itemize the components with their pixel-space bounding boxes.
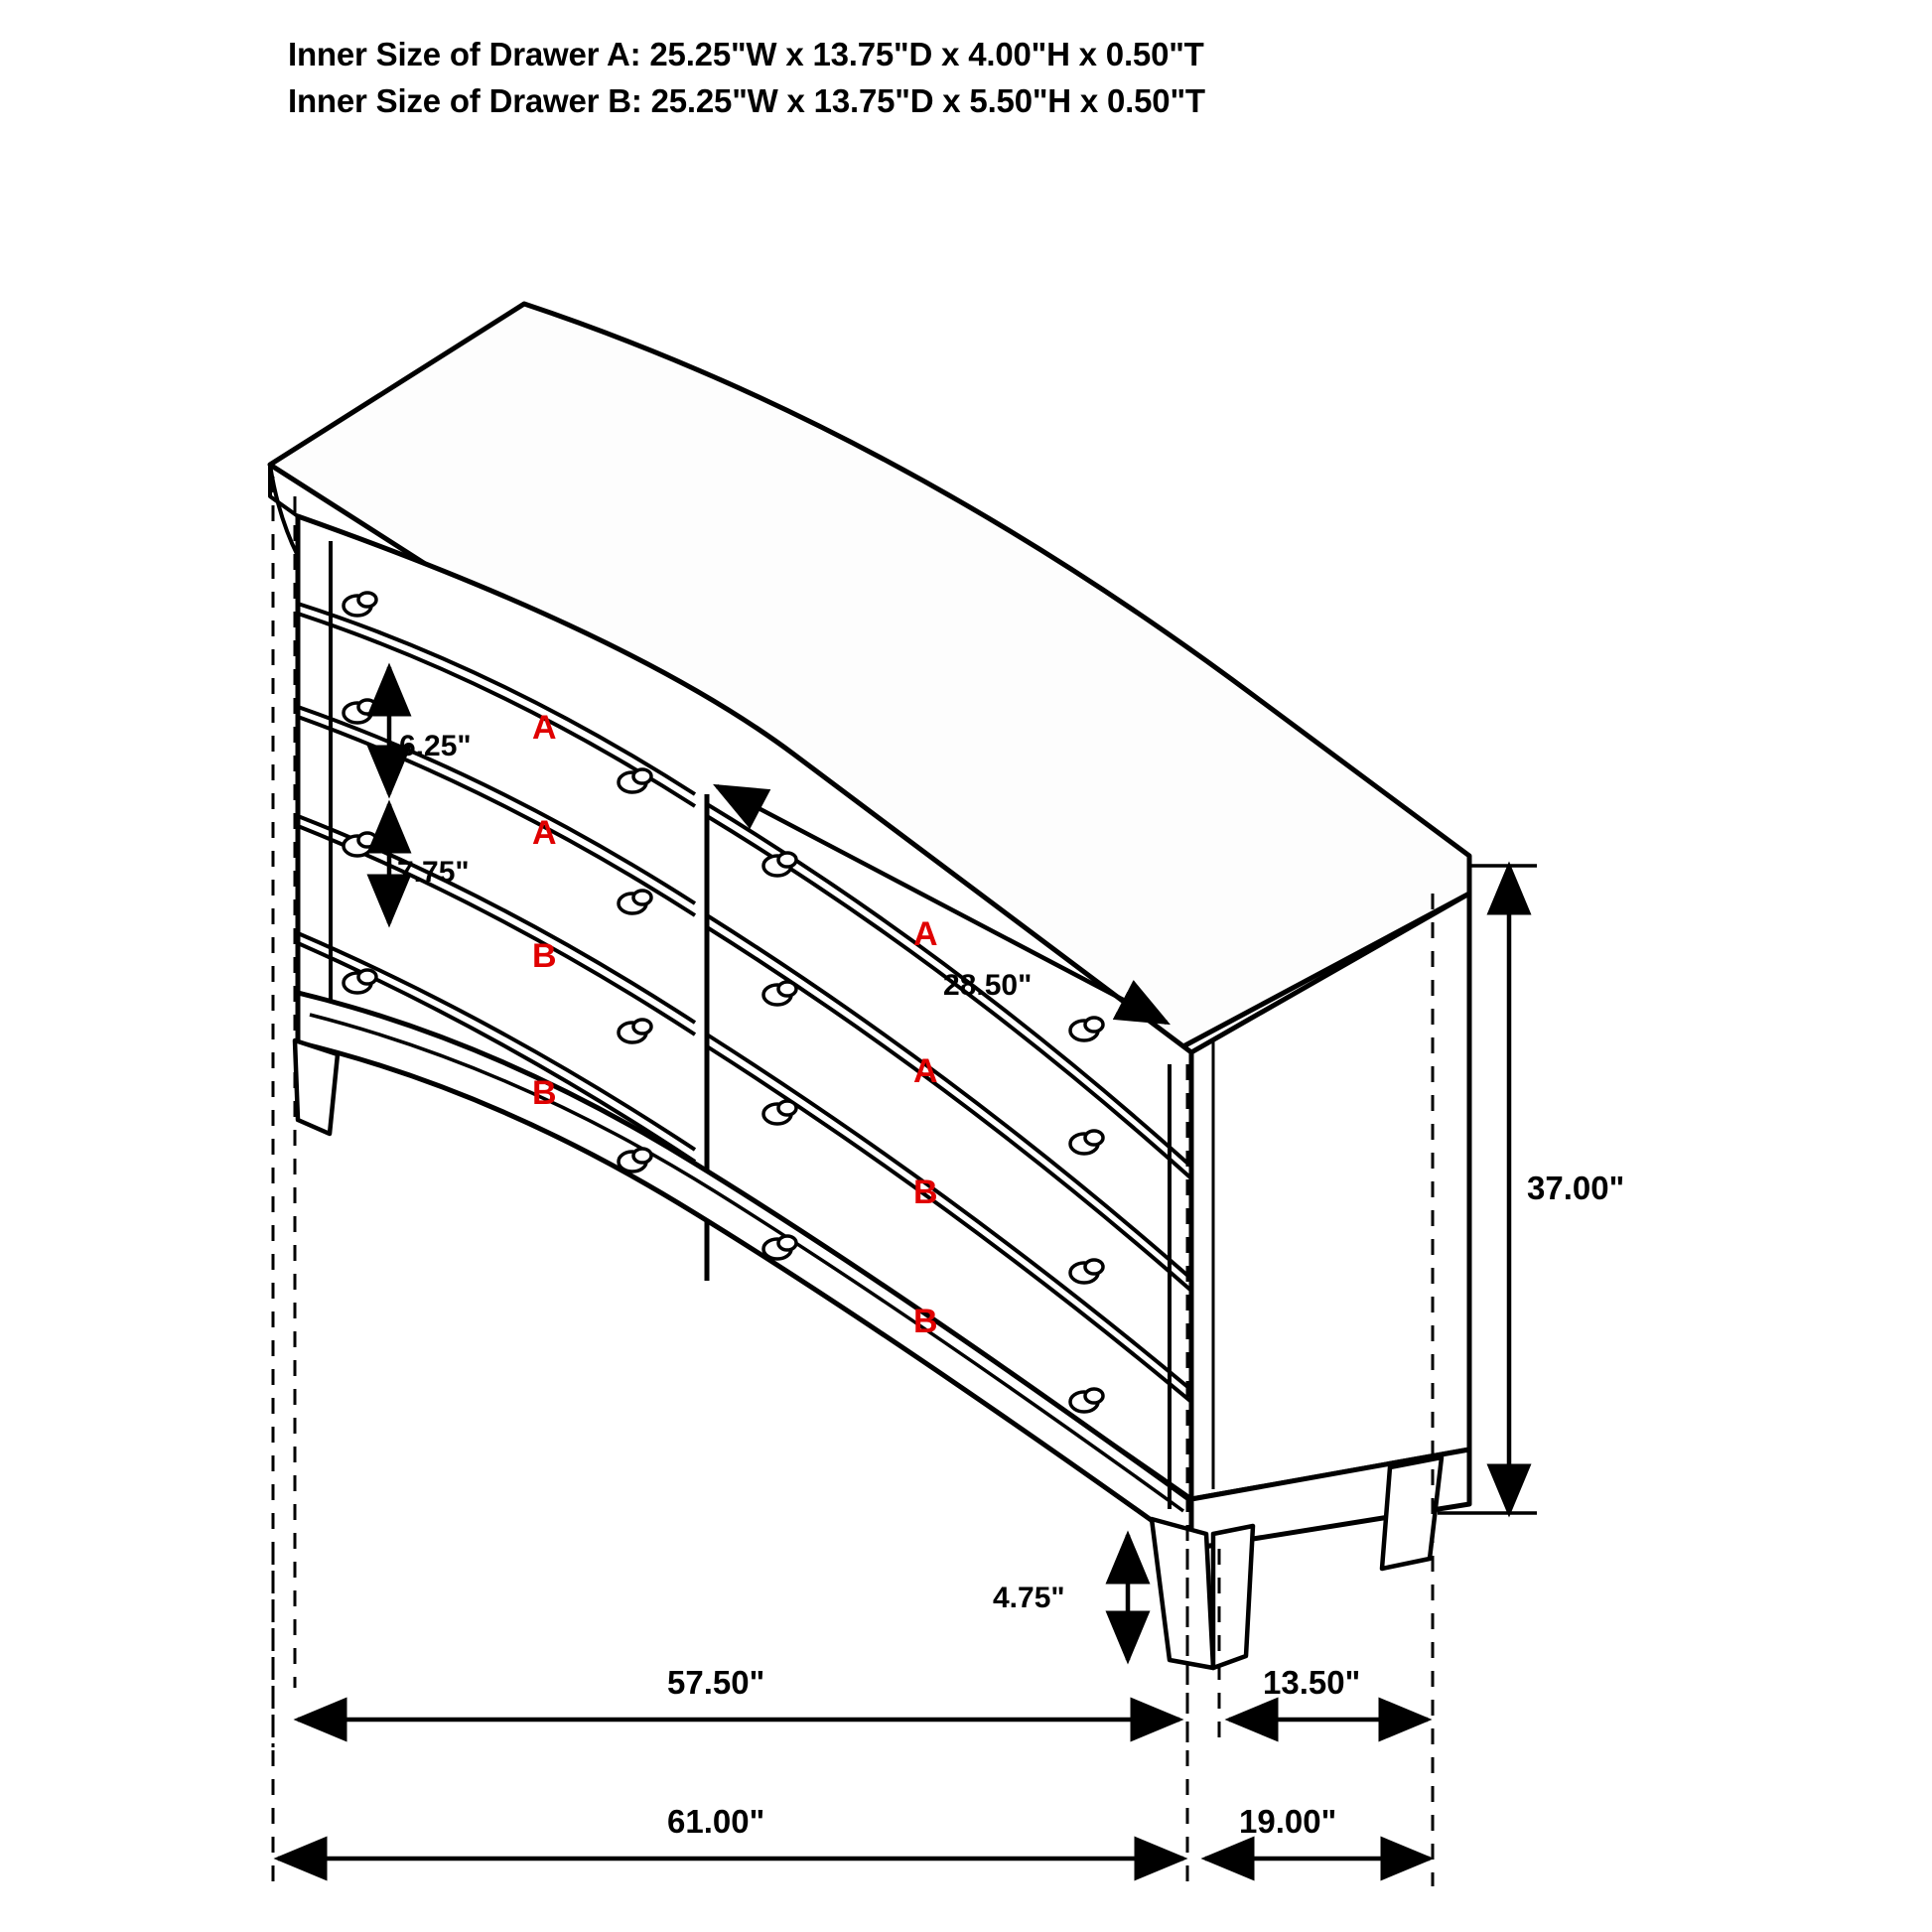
dim-drawer-b-height: 7.75" <box>397 856 470 889</box>
dim-leg-height: 4.75" <box>993 1582 1065 1614</box>
drawer-label-right-3: B <box>913 1173 938 1211</box>
dim-overall-depth: 19.00" <box>1239 1803 1337 1840</box>
drawer-label-left-2: A <box>532 814 557 852</box>
dim-top-depth: 28.50" <box>943 969 1033 1002</box>
drawer-label-left-1: A <box>532 709 557 747</box>
drawer-label-left-3: B <box>532 937 557 975</box>
cabinet-body <box>270 303 1469 1668</box>
drawer-b-inner-size-note: Inner Size of Drawer B: 25.25"W x 13.75"D x 5.50"H x 0.50"T <box>288 81 1205 119</box>
drawer-label-right-2: A <box>913 1052 938 1090</box>
dim-front-width: 57.50" <box>667 1664 765 1701</box>
drawer-label-left-4: B <box>532 1074 557 1112</box>
dim-drawer-a-height: 6.25" <box>399 730 472 762</box>
dim-overall-width: 61.00" <box>667 1803 765 1840</box>
drawer-label-right-4: B <box>913 1303 938 1340</box>
dim-overall-height: 37.00" <box>1527 1170 1625 1206</box>
dim-side-depth: 13.50" <box>1263 1664 1361 1701</box>
drawer-a-inner-size-note: Inner Size of Drawer A: 25.25"W x 13.75"D x 4.00"H x 0.50"T <box>288 36 1204 72</box>
drawer-label-right-1: A <box>913 915 938 953</box>
